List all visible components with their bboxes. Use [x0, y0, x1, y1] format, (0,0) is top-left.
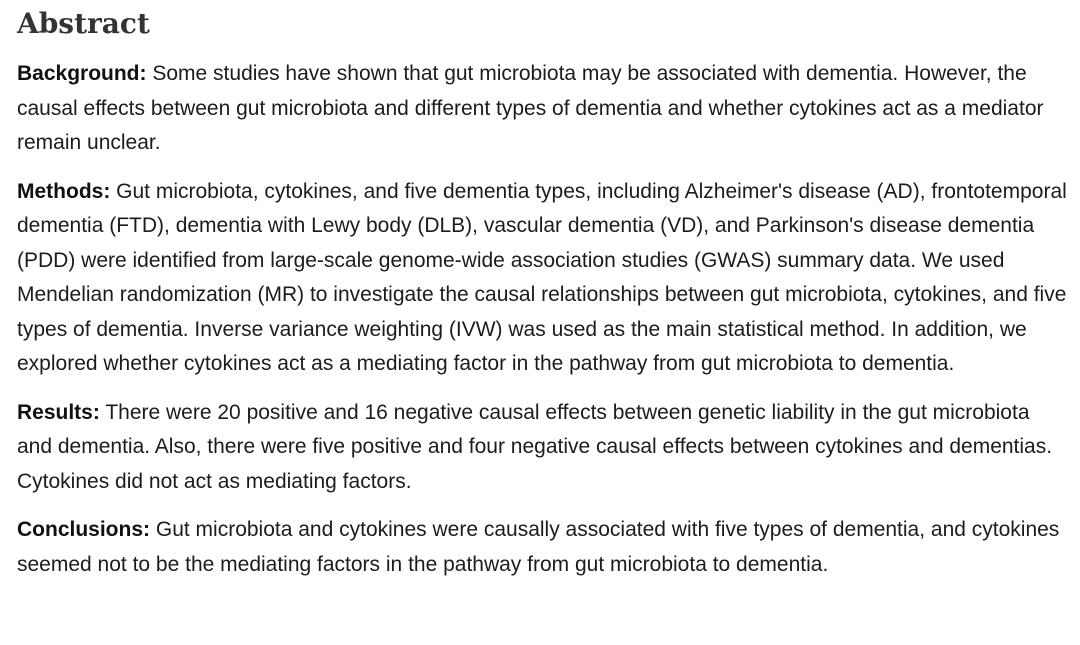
background-paragraph	[17, 57, 1067, 161]
conclusions-text: Gut microbiota and cytokines were causally associated with five types of dementia, and cytokines seemed not to be the mediating factors in the pathway from gut microbiota to dementia.	[17, 518, 1060, 576]
abstract	[17, 0, 1067, 596]
results-text: There were 20 positive and 16 negative causal effects between genetic liability in the gut microbiota and dementia. Also, there were five positive and four negative causal effects between cytokines and dementias. Cytokines did not act as mediating factors.	[17, 400, 1053, 493]
conclusions-paragraph	[17, 513, 1067, 582]
abstract-heading: Abstract	[17, 7, 150, 40]
methods-text: Gut microbiota, cytokines, and five dementia types, including Alzheimer's disease (AD), frontotemporal dementia (FTD), dementia with Lewy body (DLB), vascular dementia (VD), and Parkinson's disease dementia (PDD) were identified from large-scale genome-wide association studies (GWAS) summary data. We used Mendelian randomization (MR) to investigate the causal relationships between gut microbiota, cytokines, and five types of dementia. Inverse variance weighting (IVW) was used as the main statistical method. In addition, we explored whether cytokines act as a mediating factor in the pathway from gut microbiota to dementia.	[17, 179, 1067, 375]
methods-paragraph	[17, 175, 1067, 382]
background-text: Some studies have shown that gut microbiota may be associated with dementia. However, the causal effects between gut microbiota and different types of dementia and whether cytokines act as a mediator remain unclear.	[17, 62, 1044, 154]
methods-label: Methods:	[17, 179, 111, 203]
results-label: Results:	[17, 400, 100, 424]
results-paragraph	[17, 396, 1067, 500]
conclusions-label: Conclusions:	[17, 518, 151, 541]
background-label: Background:	[17, 62, 147, 85]
